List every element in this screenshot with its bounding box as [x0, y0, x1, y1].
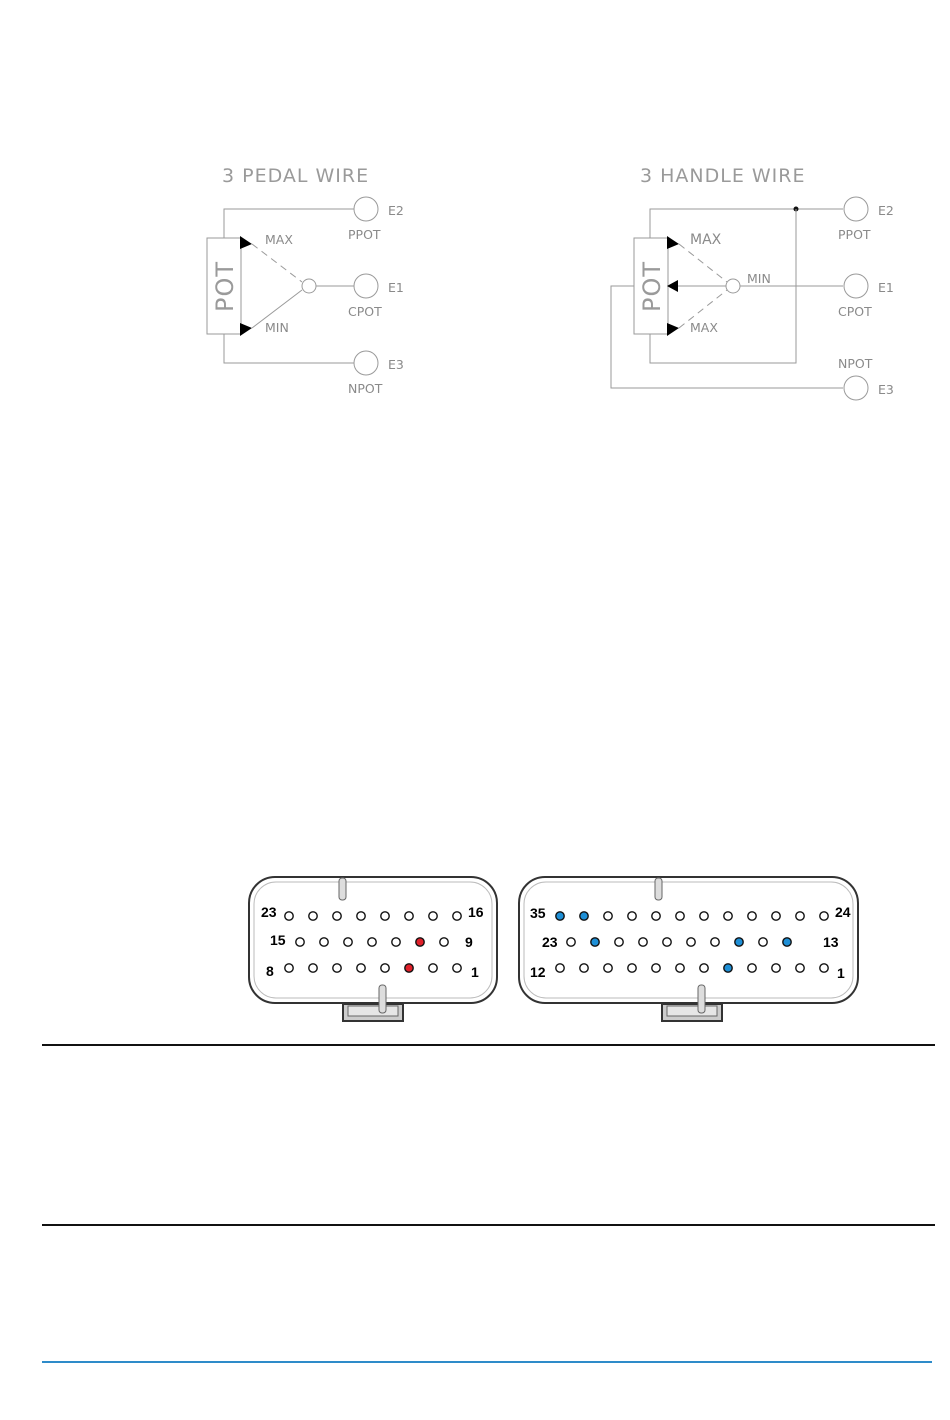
pedal-e3-label: E3: [388, 357, 404, 372]
pins23-row2-pin-4: [368, 938, 376, 946]
connector-35-row3-right-num: 1: [837, 965, 845, 981]
pins23-row1-pin-7: [429, 912, 437, 920]
pins23-row2-pin-2: [320, 938, 328, 946]
connector-23pin: [249, 877, 497, 1021]
pins23-row1-pin-3: [333, 912, 341, 920]
pins23-row2-pin-3: [344, 938, 352, 946]
pins23-row1-pin-8: [453, 912, 461, 920]
pins23-row3-pin-2: [309, 964, 317, 972]
pins35-row3-pin-5: [652, 964, 660, 972]
connector-23-latch-tab: [379, 985, 386, 1013]
pedal-wiper-node: [302, 279, 316, 293]
section-divider-bottom: [42, 1224, 935, 1226]
pedal-npot-label: NPOT: [348, 381, 383, 396]
pins35-row3-pin-10: [772, 964, 780, 972]
pins23-row1-pin-2: [309, 912, 317, 920]
handle-max-top-wiper: [679, 244, 727, 282]
pins23-row3-pin-6: [405, 964, 413, 972]
handle-ppot-label: PPOT: [838, 227, 871, 242]
pins35-row3-pin-3: [604, 964, 612, 972]
pins35-row1-pin-9: [748, 912, 756, 920]
pins35-row2-pin-6: [687, 938, 695, 946]
pins23-row3-pin-8: [453, 964, 461, 972]
pins23-row2-pin-1: [296, 938, 304, 946]
handle-max-top-label: MAX: [690, 232, 722, 248]
pins35-row2-pin-4: [639, 938, 647, 946]
pedal-terminal-e1: [354, 274, 378, 298]
pins35-row3-pin-4: [628, 964, 636, 972]
pins23-row3-pin-5: [381, 964, 389, 972]
pins35-row1-pin-11: [796, 912, 804, 920]
pins35-row2-pin-3: [615, 938, 623, 946]
handle-center-arrow-icon: [667, 280, 678, 292]
connector-23-key: [339, 878, 346, 900]
section-divider-top: [42, 1044, 935, 1046]
pedal-min-label: MIN: [265, 320, 289, 335]
connector-35-row1-left-num: 35: [530, 905, 546, 921]
pins23-row2-pin-7: [440, 938, 448, 946]
pins23-row3-pin-3: [333, 964, 341, 972]
handle-max-bottom-label: MAX: [690, 320, 718, 335]
pedal-ppot-label: PPOT: [348, 227, 381, 242]
handle-wiper-node: [726, 279, 740, 293]
handle-e1-label: E1: [878, 280, 894, 295]
pins23-row3-pin-7: [429, 964, 437, 972]
handle-pot-label: POT: [638, 260, 666, 312]
pins35-row2-pin-2: [591, 938, 599, 946]
pins35-row1-pin-5: [652, 912, 660, 920]
connector-23-row3-right-num: 1: [471, 964, 479, 980]
pins23-row1-pin-5: [381, 912, 389, 920]
pins35-row1-pin-7: [700, 912, 708, 920]
pedal-terminal-e2: [354, 197, 378, 221]
pins23-row1-pin-1: [285, 912, 293, 920]
pins35-row2-pin-8: [735, 938, 743, 946]
pins23-row3-pin-1: [285, 964, 293, 972]
pins35-row3-pin-7: [700, 964, 708, 972]
connector-23-row1-left-num: 23: [261, 904, 277, 920]
pins35-row1-pin-10: [772, 912, 780, 920]
pedal-diagram-title: 3 PEDAL WIRE: [222, 165, 370, 187]
connector-23-row2-right-num: 9: [465, 934, 473, 950]
connector-35-latch-inner: [667, 1006, 717, 1016]
connector-35-row2-left-num: 23: [542, 934, 558, 950]
pins35-row3-pin-8: [724, 964, 732, 972]
connector-35pin: [519, 877, 858, 1021]
connector-23-row1-right-num: 16: [468, 904, 484, 920]
pins23-row1-pin-6: [405, 912, 413, 920]
pins35-row3-pin-11: [796, 964, 804, 972]
handle-wire-top: [650, 209, 843, 238]
handle-e3-label: E3: [878, 382, 894, 397]
pins23-row3-pin-4: [357, 964, 365, 972]
connector-35-row3-left-num: 12: [530, 964, 546, 980]
connector-35-latch-tab: [698, 985, 705, 1013]
pins35-row3-pin-1: [556, 964, 564, 972]
pins35-row1-pin-6: [676, 912, 684, 920]
pedal-cpot-label: CPOT: [348, 304, 382, 319]
pins35-row1-pin-12: [820, 912, 828, 920]
pins35-row2-pin-5: [663, 938, 671, 946]
pins35-row2-pin-7: [711, 938, 719, 946]
footer-divider: [42, 1361, 932, 1363]
handle-max-top-arrow-icon: [667, 236, 679, 249]
handle-cpot-label: CPOT: [838, 304, 872, 319]
pedal-max-wiper: [252, 244, 302, 282]
handle-e2-label: E2: [878, 203, 894, 218]
pins23-row1-pin-4: [357, 912, 365, 920]
pedal-min-arrow-icon: [240, 323, 252, 336]
pins35-row3-pin-9: [748, 964, 756, 972]
connector-35-row2-right-num: 13: [823, 934, 839, 950]
pins35-row2-pin-10: [783, 938, 791, 946]
pedal-wire-bottom: [224, 334, 354, 363]
pins35-row1-pin-1: [556, 912, 564, 920]
pins35-row1-pin-3: [604, 912, 612, 920]
pedal-e2-label: E2: [388, 203, 404, 218]
pins35-row2-pin-1: [567, 938, 575, 946]
pedal-pot-label: POT: [211, 260, 239, 312]
pedal-max-arrow-icon: [240, 236, 252, 249]
connector-35-row1-right-num: 24: [835, 904, 851, 920]
handle-min-label: MIN: [747, 271, 771, 286]
pins23-row2-pin-6: [416, 938, 424, 946]
pins35-row3-pin-2: [580, 964, 588, 972]
pedal-terminal-e3: [354, 351, 378, 375]
handle-terminal-e3: [844, 376, 868, 400]
handle-terminal-e2: [844, 197, 868, 221]
connector-23-row2-left-num: 15: [270, 932, 286, 948]
handle-wire-diagram: [611, 165, 894, 400]
connector-23-latch-inner: [348, 1006, 398, 1016]
pins35-row3-pin-6: [676, 964, 684, 972]
pins23-row2-pin-5: [392, 938, 400, 946]
handle-terminal-e1: [844, 274, 868, 298]
handle-max-bottom-arrow-icon: [667, 323, 679, 336]
pedal-e1-label: E1: [388, 280, 404, 295]
connector-35-key: [655, 878, 662, 900]
pins35-row1-pin-2: [580, 912, 588, 920]
pedal-wire-diagram: [207, 165, 404, 396]
handle-diagram-title: 3 HANDLE WIRE: [640, 165, 806, 187]
pins35-row2-pin-9: [759, 938, 767, 946]
pedal-max-label: MAX: [265, 232, 293, 247]
pins35-row3-pin-12: [820, 964, 828, 972]
pins35-row1-pin-8: [724, 912, 732, 920]
handle-npot-label: NPOT: [838, 356, 873, 371]
pins35-row1-pin-4: [628, 912, 636, 920]
connector-23-row3-left-num: 8: [266, 963, 274, 979]
